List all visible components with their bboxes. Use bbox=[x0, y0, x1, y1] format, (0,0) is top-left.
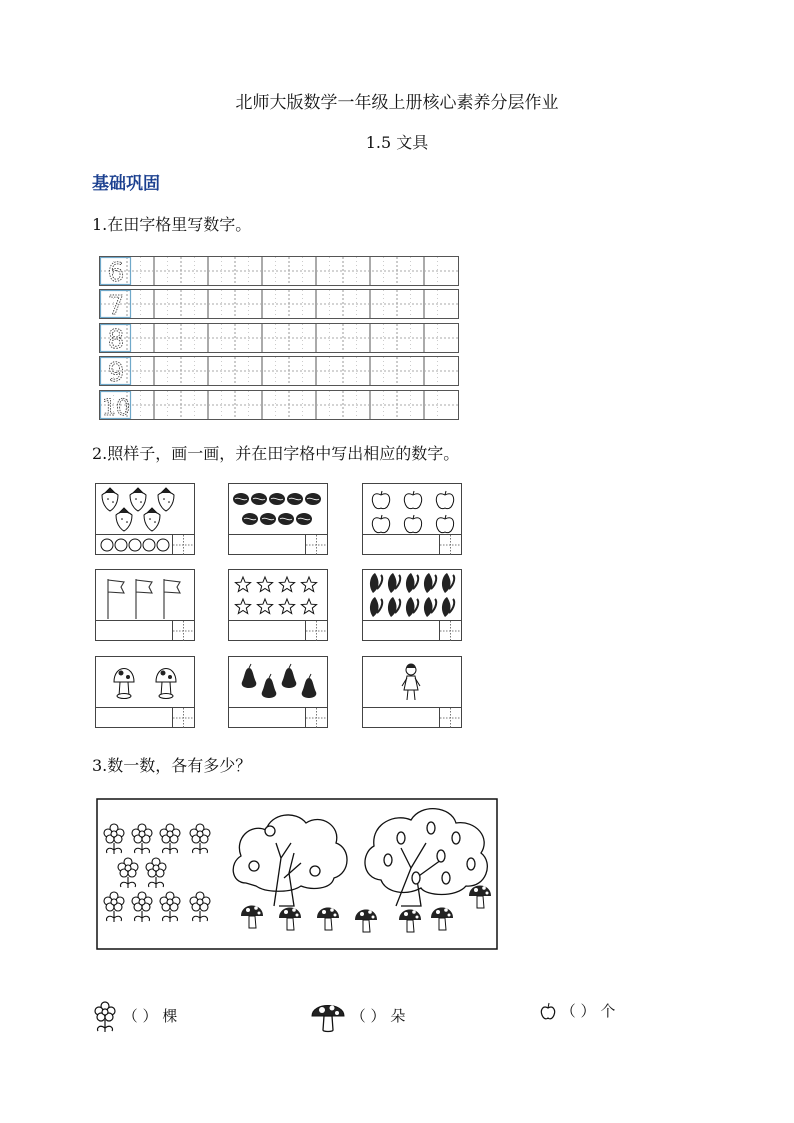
answer-strip[interactable] bbox=[362, 707, 462, 728]
picture-box-mushrooms bbox=[95, 656, 195, 728]
page-title: 北师大版数学一年级上册核心素养分层作业 bbox=[235, 93, 559, 113]
answer-strip[interactable] bbox=[95, 620, 195, 641]
picture-box-girl bbox=[362, 656, 462, 728]
grid-row[interactable] bbox=[99, 289, 459, 319]
answer-strip[interactable] bbox=[228, 620, 328, 641]
trace-digit: 10 bbox=[102, 396, 130, 419]
number-cell[interactable] bbox=[305, 535, 327, 555]
grid-row[interactable] bbox=[99, 356, 459, 386]
walnuts-drawing bbox=[229, 485, 327, 535]
answer-strip[interactable] bbox=[362, 534, 462, 555]
pears-drawing bbox=[229, 658, 327, 708]
picture-box-stars bbox=[228, 569, 328, 641]
grid-row[interactable] bbox=[99, 323, 459, 353]
grid-row[interactable] bbox=[99, 390, 459, 420]
picture-box-pears bbox=[228, 656, 328, 728]
answer-strip[interactable] bbox=[95, 534, 195, 555]
answer-unit: 个 bbox=[600, 1002, 616, 1020]
question-2: 2.照样子，画一画，并在田字格中写出相应的数字。 bbox=[92, 444, 460, 463]
trace-digit: 9 bbox=[107, 358, 125, 385]
answer-mushrooms bbox=[310, 1000, 405, 1034]
number-cell[interactable] bbox=[305, 708, 327, 728]
grid-row[interactable] bbox=[99, 256, 459, 286]
number-cell[interactable] bbox=[172, 621, 194, 641]
answer-strip[interactable] bbox=[228, 707, 328, 728]
answer-blank[interactable]: （ ） bbox=[560, 1002, 596, 1020]
counting-scene bbox=[96, 798, 498, 950]
answer-unit: 朵 bbox=[390, 1007, 406, 1025]
flower-icon bbox=[92, 1000, 118, 1034]
mushroom-icon bbox=[310, 1000, 346, 1034]
page-subtitle: 1.5 文具 bbox=[365, 133, 429, 152]
answer-unit: 棵 bbox=[162, 1007, 178, 1025]
section-heading: 基础巩固 bbox=[92, 174, 160, 194]
number-cell[interactable] bbox=[439, 535, 461, 555]
example-circles bbox=[98, 535, 174, 554]
answer-apples bbox=[540, 1000, 615, 1022]
apple-icon bbox=[540, 1002, 556, 1022]
question-3: 3.数一数，各有多少？ bbox=[92, 756, 252, 775]
picture-box-apples bbox=[362, 483, 462, 555]
picture-box-strawberries bbox=[95, 483, 195, 555]
answer-blank[interactable]: （ ） bbox=[122, 1007, 158, 1025]
number-cell[interactable] bbox=[305, 621, 327, 641]
question-1: 1.在田字格里写数字。 bbox=[92, 215, 252, 234]
trace-digit: 8 bbox=[107, 325, 125, 352]
answer-strip[interactable] bbox=[362, 620, 462, 641]
trace-digit: 7 bbox=[107, 291, 125, 318]
answer-blank[interactable]: （ ） bbox=[350, 1007, 386, 1025]
number-cell[interactable] bbox=[439, 708, 461, 728]
flags-drawing bbox=[96, 571, 194, 621]
picture-box-flags bbox=[95, 569, 195, 641]
number-cell[interactable] bbox=[439, 621, 461, 641]
picture-box-walnuts bbox=[228, 483, 328, 555]
trace-digit: 6 bbox=[107, 258, 125, 285]
number-cell[interactable] bbox=[172, 708, 194, 728]
mushrooms-drawing bbox=[96, 658, 194, 708]
strawberries-drawing bbox=[96, 485, 194, 535]
girl-drawing bbox=[363, 658, 461, 708]
answer-flowers bbox=[92, 1000, 177, 1034]
answer-strip[interactable] bbox=[95, 707, 195, 728]
picture-box-leaves bbox=[362, 569, 462, 641]
number-cell[interactable] bbox=[172, 535, 194, 555]
stars-drawing bbox=[229, 571, 327, 621]
leaves-drawing bbox=[363, 571, 461, 621]
answer-strip[interactable] bbox=[228, 534, 328, 555]
apples-drawing bbox=[363, 485, 461, 535]
